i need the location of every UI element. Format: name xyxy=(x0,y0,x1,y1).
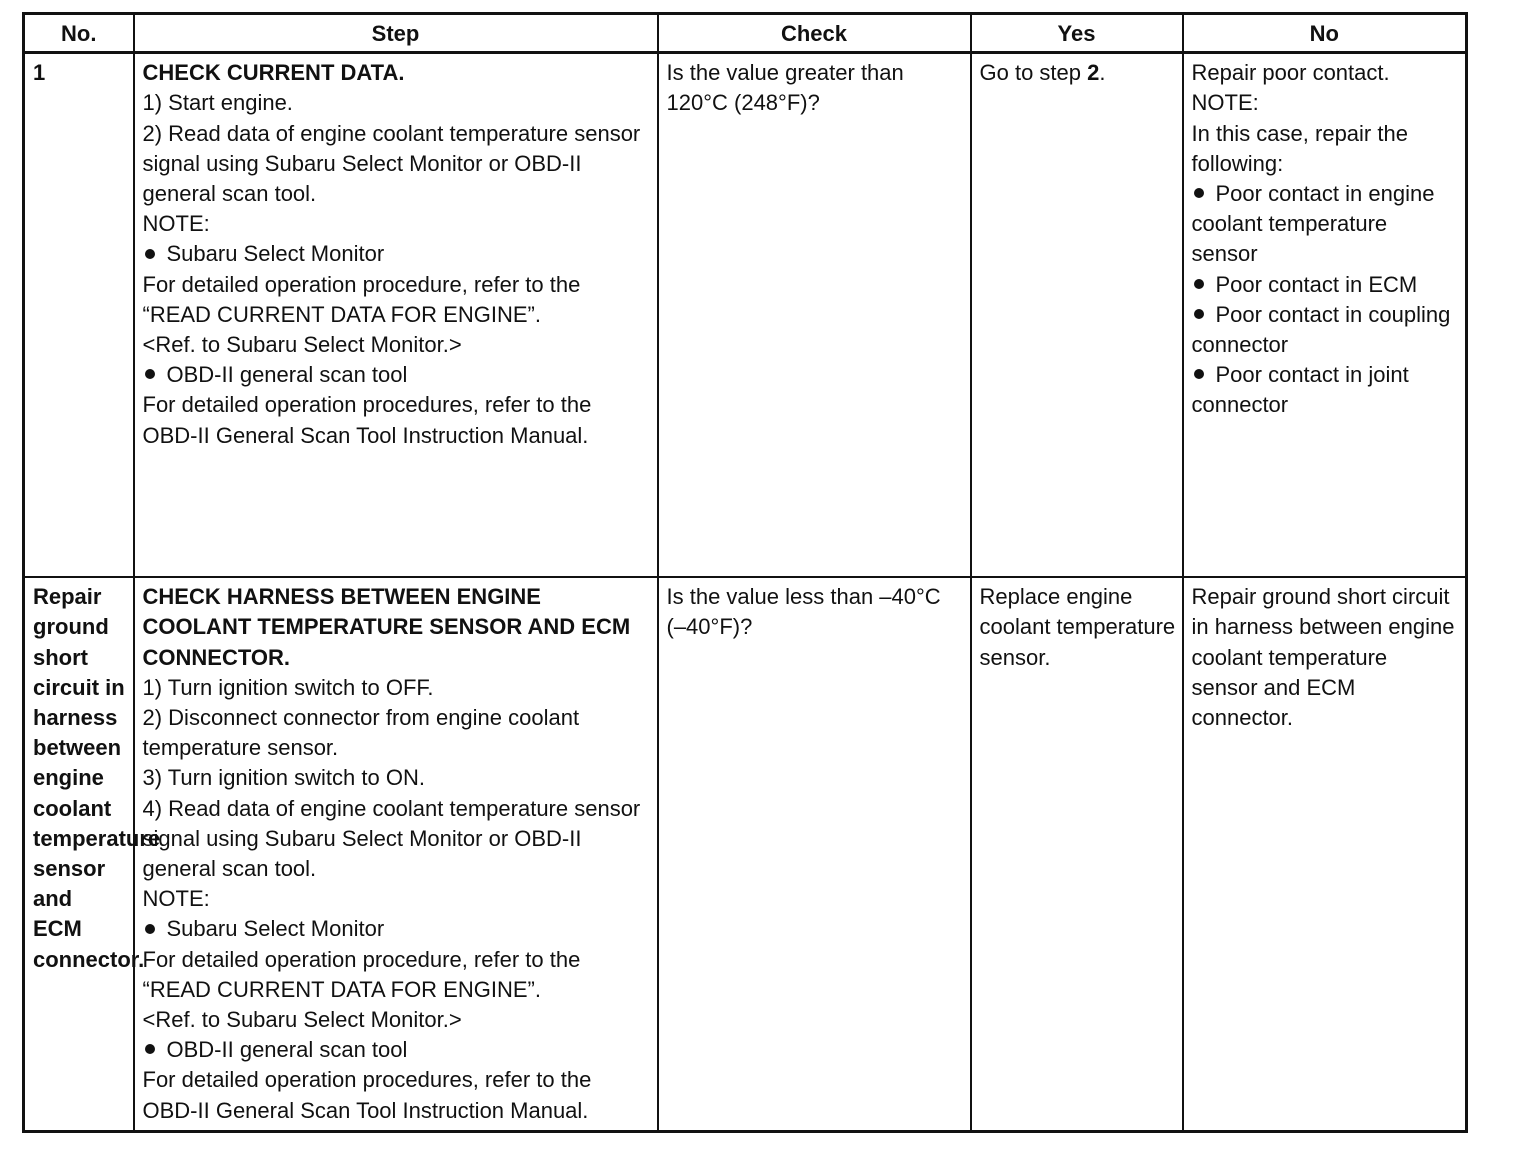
header-row xyxy=(24,14,1467,53)
step-line: 3) Turn ignition switch to ON. xyxy=(142,765,425,791)
step-line: For detailed operation procedures, refer to the OBD-II General Scan Tool Instruction Manual. xyxy=(142,1067,598,1123)
note-label: NOTE: xyxy=(142,211,210,237)
bullet-icon xyxy=(145,249,155,259)
bullet-item: Poor contact in joint connector xyxy=(1191,362,1409,418)
step-title: CHECK CURRENT DATA. xyxy=(142,60,405,86)
bullet-icon xyxy=(1194,369,1204,379)
bullet-icon xyxy=(1194,188,1204,198)
bullet-item: OBD-II general scan tool xyxy=(143,360,651,390)
no-cell xyxy=(1183,53,1467,578)
bullet-item: Subaru Select Monitor xyxy=(143,239,651,269)
bullet-item: Poor contact in ECM xyxy=(1192,270,1460,300)
bullet-icon xyxy=(145,924,155,934)
no-line: In this case, repair the following: xyxy=(1191,120,1415,176)
step-line: 1) Turn ignition switch to OFF. xyxy=(142,674,434,700)
yes-cell: Go to step 2. xyxy=(971,53,1183,578)
bullet-item: Poor contact in engine coolant temperature sensor xyxy=(1191,181,1435,267)
no-cell: Repair ground short circuit in harness between engine coolant temperature sensor and ECM connector. xyxy=(1183,577,1467,1131)
step-cell xyxy=(134,577,658,1131)
bullet-icon xyxy=(1194,309,1204,319)
header-yes: Yes xyxy=(971,14,1183,53)
check-cell: Is the value greater than 120°C (248°F)? xyxy=(658,53,971,578)
note-label: NOTE: xyxy=(1191,90,1259,116)
step-line: For detailed operation procedure, refer to the “READ CURRENT DATA FOR ENGINE”. xyxy=(142,271,587,327)
step-title: CHECK HARNESS BETWEEN ENGINE COOLANT TEMPERATURE SENSOR AND ECM CONNECTOR. xyxy=(142,584,637,670)
step-reference: 2 xyxy=(1087,60,1100,86)
yes-cell: Replace engine coolant temperature sensor. xyxy=(971,577,1183,1131)
step-line: For detailed operation procedure, refer to the “READ CURRENT DATA FOR ENGINE”. xyxy=(142,946,587,1002)
header-no: No. xyxy=(24,14,134,53)
table-row xyxy=(24,577,1467,1131)
header-no-result: No xyxy=(1183,14,1467,53)
table-row xyxy=(24,53,1467,578)
step-line: <Ref. to Subaru Select Monitor.> xyxy=(142,1007,462,1033)
bullet-item: Subaru Select Monitor xyxy=(143,914,651,944)
header-check: Check xyxy=(658,14,971,53)
step-line: 4) Read data of engine coolant temperature sensor signal using Subaru Select Monitor or OBD-II general scan tool. xyxy=(142,795,647,882)
step-line: 2) Read data of engine coolant temperature sensor signal using Subaru Select Monitor or OBD-II general scan tool. xyxy=(142,120,647,207)
bullet-icon xyxy=(145,1044,155,1054)
header-step: Step xyxy=(134,14,658,53)
bullet-icon xyxy=(1194,279,1204,289)
row-number: 1 xyxy=(24,53,134,578)
bullet-item: Poor contact in coupling connector xyxy=(1191,301,1451,358)
step-line: 2) Disconnect connector from engine coolant temperature sensor. xyxy=(142,705,586,761)
diagnostic-table xyxy=(22,12,1468,1133)
check-cell: Is the value less than –40°C (–40°F)? xyxy=(658,577,971,1131)
step-line: 1) Start engine. xyxy=(142,90,293,116)
note-label: NOTE: xyxy=(142,886,210,912)
row-number: Repair ground short circuit in harness between engine coolant temperature sensor and ECM connector. xyxy=(24,577,134,1131)
bullet-icon xyxy=(145,369,155,379)
no-line: Repair poor contact. xyxy=(1191,60,1390,86)
step-line: <Ref. to Subaru Select Monitor.> xyxy=(142,332,462,358)
step-line: For detailed operation procedures, refer to the OBD-II General Scan Tool Instruction Manual. xyxy=(142,392,598,448)
step-cell xyxy=(134,53,658,578)
bullet-item: OBD-II general scan tool xyxy=(143,1035,651,1065)
